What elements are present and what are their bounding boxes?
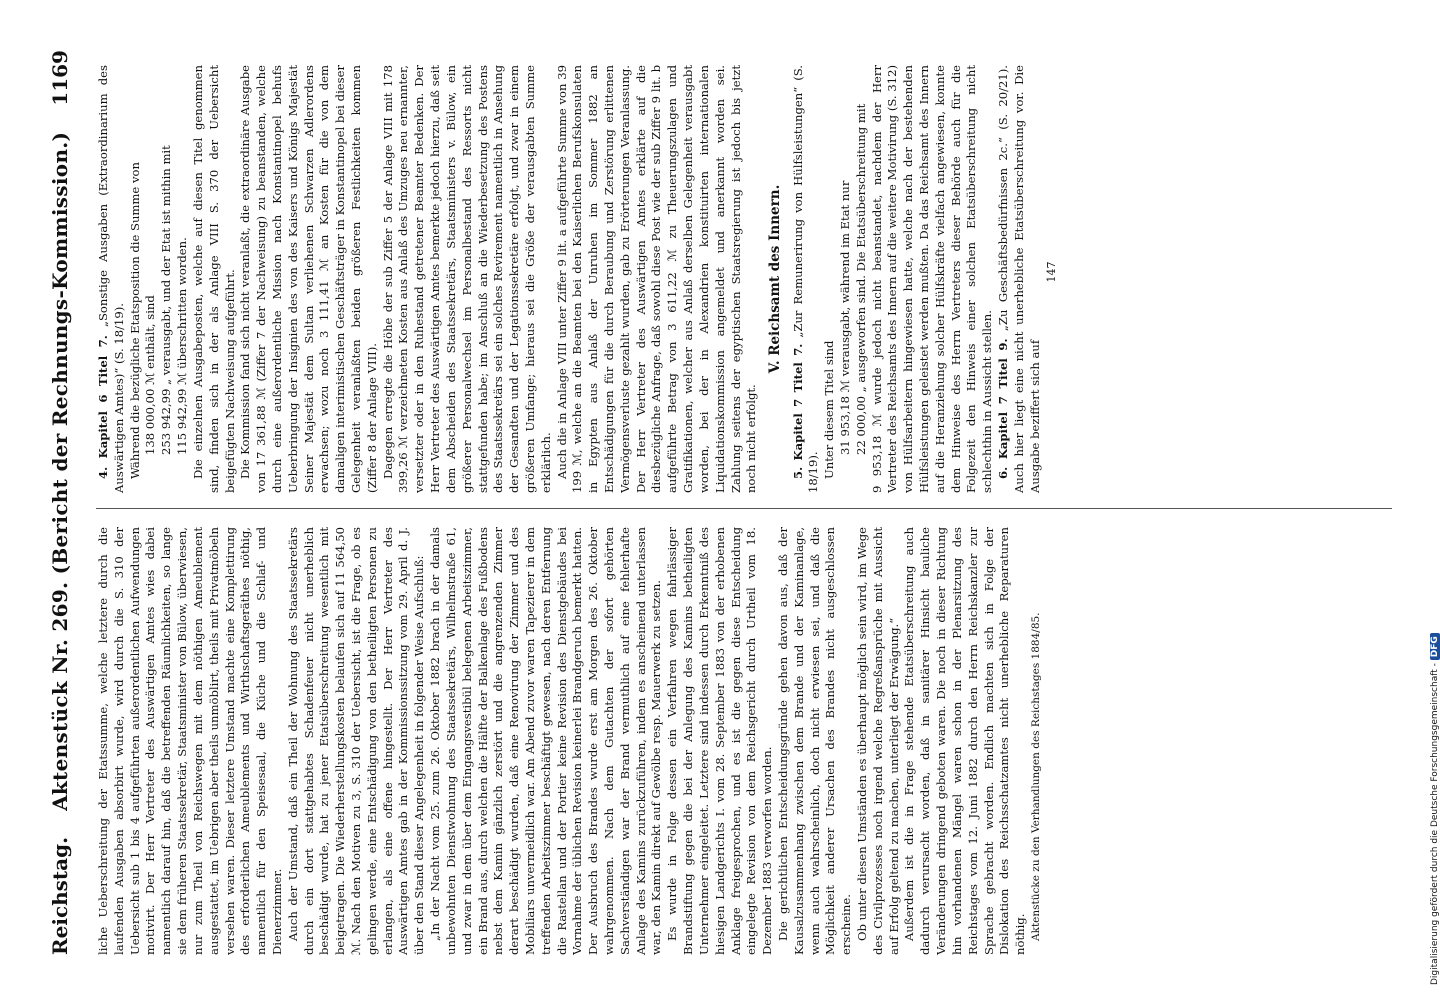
paragraph: Ob unter diesen Umständen es überhaupt möglich sein wird, im Wege des Civilprozesses noch irgend welche Regreßansprüche mit Aussicht auf Erfolg geltend zu machen, unterliegt der Erwägung.“ [855,527,901,955]
paragraph: Außerdem ist die in Frage stehende Etatsüberschreitung auch dadurch verursacht worden, daß in sanitärer Hinsicht bauliche Veränderungen dringend geboten waren. Die noch in dieser Richtung hin vorhandenen Mängel waren schon in der Plenarsitzung des Reichstages vom 12. Juni 1882 durch den Herrn Reichskanzler zur Sprache gebracht worden. Endlich machten sich in Folge der Dislokation des Reichsschatzamtes nicht unerhebliche Reparaturen nöthig. [902,527,1028,955]
signature-mark: 147 [1044,261,1058,283]
document-page [48,50,1396,955]
sum-line: 22 000,00 „ ausgeworfen sind. Die Etatsüberschreitung mit [853,103,868,455]
section-title: „Sonstige Ausgaben (Extraordinarium des Auswärtigen Amtes)“ (S. 18/19). [96,65,126,493]
section-title-v: V. Reichsamt des Innern. [767,184,784,374]
paragraph: Es wurde in Folge dessen ein Verfahren wegen fahrlässiger Brandstiftung gegen die bei der Anlegung des Kamins betheiligten Unternehmer eingeleitet. Letztere sind indessen durch Erkenntniß des hiesigen Landgerichts I. vom 28. September 1883 von der erhobenen Anklage freigesprochen, und es ist die gegen diese Entscheidung eingelegte Revision von dem Reichsgericht durch Urtheil vom 18. Dezember 1883 verworfen worden. [665,527,775,955]
section-heading: 4. Kapitel 6 Titel 7. [96,335,110,479]
header-center [48,132,72,811]
dfg-sidebar [1418,0,1440,1000]
sum-line: 115 942,99 ℳ überschritten worden. [175,237,190,455]
paragraph: Die gerichtlichen Entscheidungsgründe gehen davon aus, daß der Kausalzusammenhang zwischen dem Brande und der Kaminanlage, wenn auch wahrscheinlich, doch nicht erwiesen sei, und daß die Möglichkeit anderer Ursachen des Brandes nicht ausgeschlossen erscheine. [775,527,854,955]
page-number: 1169 [48,50,72,106]
paragraph: Auch der Umstand, daß ein Theil der Wohnung des Staatssekretärs durch ein dort stattgehabtes Schadenfeuer nicht unerheblich beschädigt wurde, hat zu jener Etatsüberschreitung wesentlich mit beigetragen. Die Wiederherstellungskosten belaufen sich auf 11 564,50 ℳ. Nach den Motiven zu 3, S. 310 der Uebersicht, ist die Frage, ob es gelingen werde, eine Entschädigung von den betheiligten Personen zu erlangen, als eine offene hingestellt. Der Herr Vertreter des Auswärtigen Amtes gab in der Kommissionssitzung vom 29. April d. J. über den Stand dieser Angelegenheit in folgender Weise Aufschluß: [285,527,427,955]
column-divider [96,508,1392,509]
paragraph: Unter diesem Titel sind [822,340,837,479]
section-heading: 5. Kapitel 7 Titel 7. [790,343,805,479]
paragraph: Auch die in Anlage VIII unter Ziffer 9 lit. a aufgeführte Summe von 39 199 ℳ, welche an die Beamten bei den Kaiserlichen Berufskonsulaten in Egypten aus Anlaß der Unruhen im Sommer 1882 an Entschädigungen für die durch Beraubung und Zerstörung erlittenen Vermögensverluste gezahlt wurden, gab zu Erörterungen Veranlassung. Der Herr Vertreter des Auswärtigen Amtes erklärte auf die diesbezügliche Anfrage, daß sowohl diese Post wie der sub Ziffer 9 lit. b aufgeführte Betrag von 3 611,22 ℳ zu Theuerungszulagen und Gratifikationen, welcher aus Anlaß derselben Gelegenheit verausgabt worden, bei der in Alexandrien konstituirten internationalen Liquidationskommission angemeldet und anerkannt worden sei. Zahlung seitens der egyptischen Staatsregierung ist jedoch bis jetzt noch nicht erfolgt. [554,65,759,493]
left-column [96,527,1043,955]
section-title: „Zu Geschäftsbedürfnissen 2c.“ (S. 20/21). Auch hier liegt eine nicht unerhebliche Etatsüberschreitung vor. Die Ausgabe beziffert sich auf [996,65,1042,493]
paragraph: „In der Nacht vom 25. zum 26. Oktober 1882 brach in der damals unbewohnten Dienstwohnung des Staatssekretärs, Wilhelmstraße 61, und zwar in dem über dem Eingangsvestibül belegenen Arbeitszimmer, ein Brand aus, durch welchen die Hälfte der Balkenlage des Fußbodens nebst dem Kamin gänzlich zerstört und die angrenzenden Zimmer derart beschädigt wurden, daß eine Renovirung der Zimmer und des Mobiliars unvermeidlich war. Am Abend zuvor waren Tapezierer in dem treffenden Arbeitszimmer beschäftigt gewesen, nach deren Entfernung die Rastellan und der Portier keine Revision des Dienstgebäudes bei Vornahme der üblichen Revision keinerlei Brandgeruch bemerkt hatten. Der Ausbruch des Brandes wurde erst am Morgen des 26. Oktober wahrgenommen. Nach dem Gutachten der sofort gehörten Sachverständigen war der Brand vermuthlich auf eine fehlerhafte Anlage des Kamins zurückzuführen, indem es anscheinend unterlassen war, den Kamin direkt auf Gewölbe resp. Mauerwerk zu setzen. [428,527,664,955]
section-title: „Zur Remunerirung von Hülfsleistungen“ (S. 18/19). [790,65,821,493]
header-subtitle: (Bericht der Rechnungs-Kommission.) [48,131,72,575]
paragraph: 9 953,18 ℳ wurde jedoch nicht beanstandet, nachdem der Herr Vertreter des Reichsamts des Innern auf die weitere Motivirung (S. 312) von Hülfsarbeitern hingewiesen hatte, welche nach der bestehenden Hülfsleistungen geleistet werden mußten. Da das Reichsamt des Innern auf die Heranziehung solcher Hülfskräfte vielfach angewiesen, konnte dem Hinweise des Herrn Vertreters dieser Behörde auch für die Folgezeit den Hinweis einer solchen Etatsüberschreitung nicht schlechthin in Aussicht stellen. [869,65,995,493]
sum-line: 138 000,00 ℳ enthält, sind [143,295,158,455]
header-document-number: Aktenstück Nr. 269. [48,581,72,811]
header-left: Reichstag. [48,836,72,955]
sum-line: 31 953,18 ℳ verausgabt, während im Etat nur [837,180,852,455]
page-header [48,50,88,955]
paragraph: Dagegen erregte die Höhe der sub Ziffer 5 der Anlage VIII mit 178 399,26 ℳ verzeichneten Kosten aus Anlaß des Umzuges neu ernannter, versetzter oder in den Ruhestand getretener Beamter Bedenken. Der Herr Vertreter des Auswärtigen Amtes bemerkte jedoch hierzu, daß seit dem Abscheiden des Staatssekretärs, Staatsministers v. Bülow, ein größerer Personalwechsel im Personalbestand des Ressorts nicht stattgefunden habe; im Anschluß an die Wiederbesetzung des Postens des Staatssekretärs sei ein solches Revirement namentlich in Ansehung der Gesandten und der Legationssekretäre erfolgt, und zwar in einem größeren Umfange; hieraus sei die Größe der verausgabten Summe erklärlich. [380,65,553,493]
section-heading: 6. Kapitel 7 Titel 9. [996,338,1011,479]
dfg-logo: DFG [1430,633,1440,660]
dfg-text: Digitalisierung gefördert durch die Deutsche Forschungsgemeinschaft - [1430,663,1440,985]
paragraph: Während die bezügliche Etatsposition die Summe von [127,162,142,479]
footnote: Aktenstücke zu den Verhandlungen des Reichstages 1884/85. [1029,612,1042,941]
dfg-credit [1430,5,1440,985]
paragraph: liche Ueberschreitung der Etatssumme, welche letztere durch die laufenden Ausgaben absorbirt wurde, wird durch die S. 310 der Uebersicht sub 1 bis 4 aufgeführten außerordentlichen Aufwendungen motivirt. Der Herr Vertreter des Auswärtigen Amtes wies dabei namentlich darauf hin, daß die betreffenden Räumlichkeiten, so lange sie dem früheren Staatssekretär, Staatsminister von Bülow, überwiesen, nur zum Theil von Reichswegen mit dem nöthigen Ameublement ausgestattet, im Uebrigen aber theils unmöblirt, theils mit Privatmöbeln versehen waren. Dieser letztere Umstand machte eine Komplettirung des erforderlichen Ameublements und Wirthschaftsgeräthes nöthig, namentlich für den Speisesaal, die Küche und die Schlaf- und Dienerzimmer. [96,527,284,955]
right-column [96,65,1059,493]
paragraph: Die einzelnen Ausgabeposten, welche auf diesen Titel genommen sind, finden sich in der als Anlage VIII S. 370 der Uebersicht beigefügten Nachweisung aufgeführt. [190,65,237,493]
paragraph: Die Kommission fand sich nicht veranlaßt, die extraordinäre Ausgabe von 17 361,88 ℳ (Ziffer 7 der Nachweisung) zu beanstanden, welche durch eine außerordentliche Mission nach Konstantinopel behufs Ueberbringung der Insignien des von des Kaisers und Königs Majestät Seiner Majestät dem Sultan verliehenen Schwarzen Adlerordens erwachsen; wozu noch 3 111,41 ℳ an Kosten für die von dem damaligen interimistischen Geschäftsträger in Konstantinopel bei dieser Gelegenheit veranlaßten beiden größeren Festlichkeiten kommen (Ziffer 8 der Anlage VIII). [238,65,379,493]
sum-line: 253 942,99 „ verausgabt, und der Etat ist mithin mit [159,145,174,455]
